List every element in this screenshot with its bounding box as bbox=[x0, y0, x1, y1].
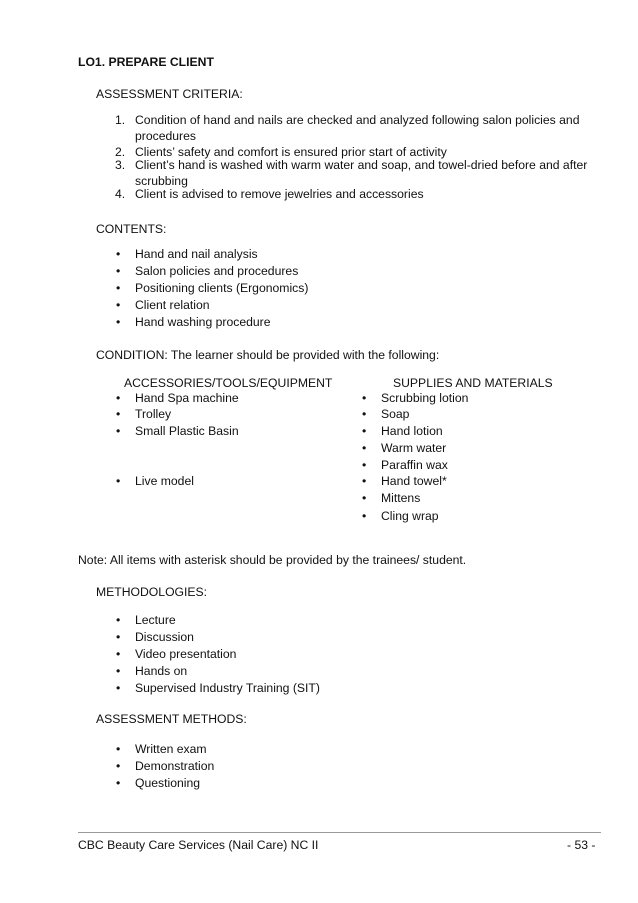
assessment-criteria-label: ASSESSMENT CRITERIA: bbox=[96, 87, 243, 101]
bullet: • bbox=[116, 759, 121, 773]
criteria-number: 4. bbox=[115, 187, 126, 201]
bullet: • bbox=[116, 630, 121, 644]
footer-title: CBC Beauty Care Services (Nail Care) NC II bbox=[78, 838, 319, 852]
bullet: • bbox=[116, 264, 121, 278]
bullet: • bbox=[116, 776, 121, 790]
document-page: LO1. PREPARE CLIENT ASSESSMENT CRITERIA: 1. Condition of hand and nails are checked and analyzed following salon policies and procedures 2. Clients’ safety and comfort is ensured prior start of activity 3. Client’s hand is washed with warm water and soap, and towel-dried before and after scrubbing 4. Client is advised to remove jewelries and accessories CONTENTS: • Hand and nail analysis • Salon policies and procedures • Positioning clients (Ergonomics) • Client relation • Hand washing procedure CONDITION: The learner should be provided with the following: ACCESSORIES/TOOLS/EQUIPMENT SUPPLIES AND MATERIALS • Hand Spa machine • Trolley • Small Plastic Basin • Live model • Scrubbing lotion • Soap • Hand lotion • Warm water • Paraffin wax • Hand towel* • Mittens • Cling wrap Note: All items with asterisk should be provided by the trainees/ student. METHODOLOGIES: • Lecture • Discussion • Video presentation • Hands on • Supervised Industry Training (SIT) ASSESSMENT METHODS: • Written exam • Demonstration • Questioning CBC Beauty Care Services (Nail Care) NC II - 53 - bbox=[0, 0, 638, 903]
criteria-number: 2. bbox=[115, 145, 126, 159]
bullet: • bbox=[116, 742, 121, 756]
criteria-item bbox=[115, 113, 590, 144]
bullet: • bbox=[116, 613, 121, 627]
bullet: • bbox=[116, 424, 121, 438]
criteria-text: Clients’ safety and comfort is ensured prior start of activity bbox=[135, 145, 447, 159]
section-heading: LO1. PREPARE CLIENT bbox=[78, 55, 214, 69]
criteria-number: 1. bbox=[115, 113, 126, 127]
page-number: - 53 - bbox=[567, 838, 596, 852]
bullet: • bbox=[116, 281, 121, 295]
bullet: • bbox=[362, 424, 367, 438]
bullet: • bbox=[362, 458, 367, 472]
bullet: • bbox=[362, 474, 367, 488]
bullet: • bbox=[116, 391, 121, 405]
supplies-header: SUPPLIES AND MATERIALS bbox=[393, 376, 553, 390]
criteria-text: Client is advised to remove jewelries and accessories bbox=[135, 187, 424, 201]
tools-header: ACCESSORIES/TOOLS/EQUIPMENT bbox=[124, 376, 333, 390]
bullet: • bbox=[116, 298, 121, 312]
criteria-text: Client’s hand is washed with warm water and soap, and towel-dried before and after scrubbing bbox=[135, 158, 588, 188]
bullet: • bbox=[116, 681, 121, 695]
condition-label: CONDITION: The learner should be provided with the following: bbox=[96, 348, 440, 362]
bullet: • bbox=[362, 491, 367, 505]
bullet: • bbox=[362, 509, 367, 523]
criteria-item bbox=[115, 187, 590, 203]
bullet: • bbox=[362, 441, 367, 455]
footer-divider bbox=[78, 832, 601, 833]
bullet: • bbox=[362, 391, 367, 405]
bullet: • bbox=[116, 664, 121, 678]
bullet: • bbox=[116, 474, 121, 488]
bullet: • bbox=[116, 407, 121, 421]
methodologies-label: METHODOLOGIES: bbox=[96, 585, 208, 599]
assessment-methods-label: ASSESSMENT METHODS: bbox=[96, 712, 247, 726]
bullet: • bbox=[116, 247, 121, 261]
criteria-text: Condition of hand and nails are checked and analyzed following salon policies and procedures bbox=[135, 113, 580, 143]
bullet: • bbox=[362, 407, 367, 421]
criteria-item bbox=[115, 158, 590, 189]
note-text: Note: All items with asterisk should be provided by the trainees/ student. bbox=[78, 553, 467, 567]
bullet: • bbox=[116, 647, 121, 661]
criteria-number: 3. bbox=[115, 158, 126, 172]
bullet: • bbox=[116, 315, 121, 329]
contents-label: CONTENTS: bbox=[96, 222, 167, 236]
